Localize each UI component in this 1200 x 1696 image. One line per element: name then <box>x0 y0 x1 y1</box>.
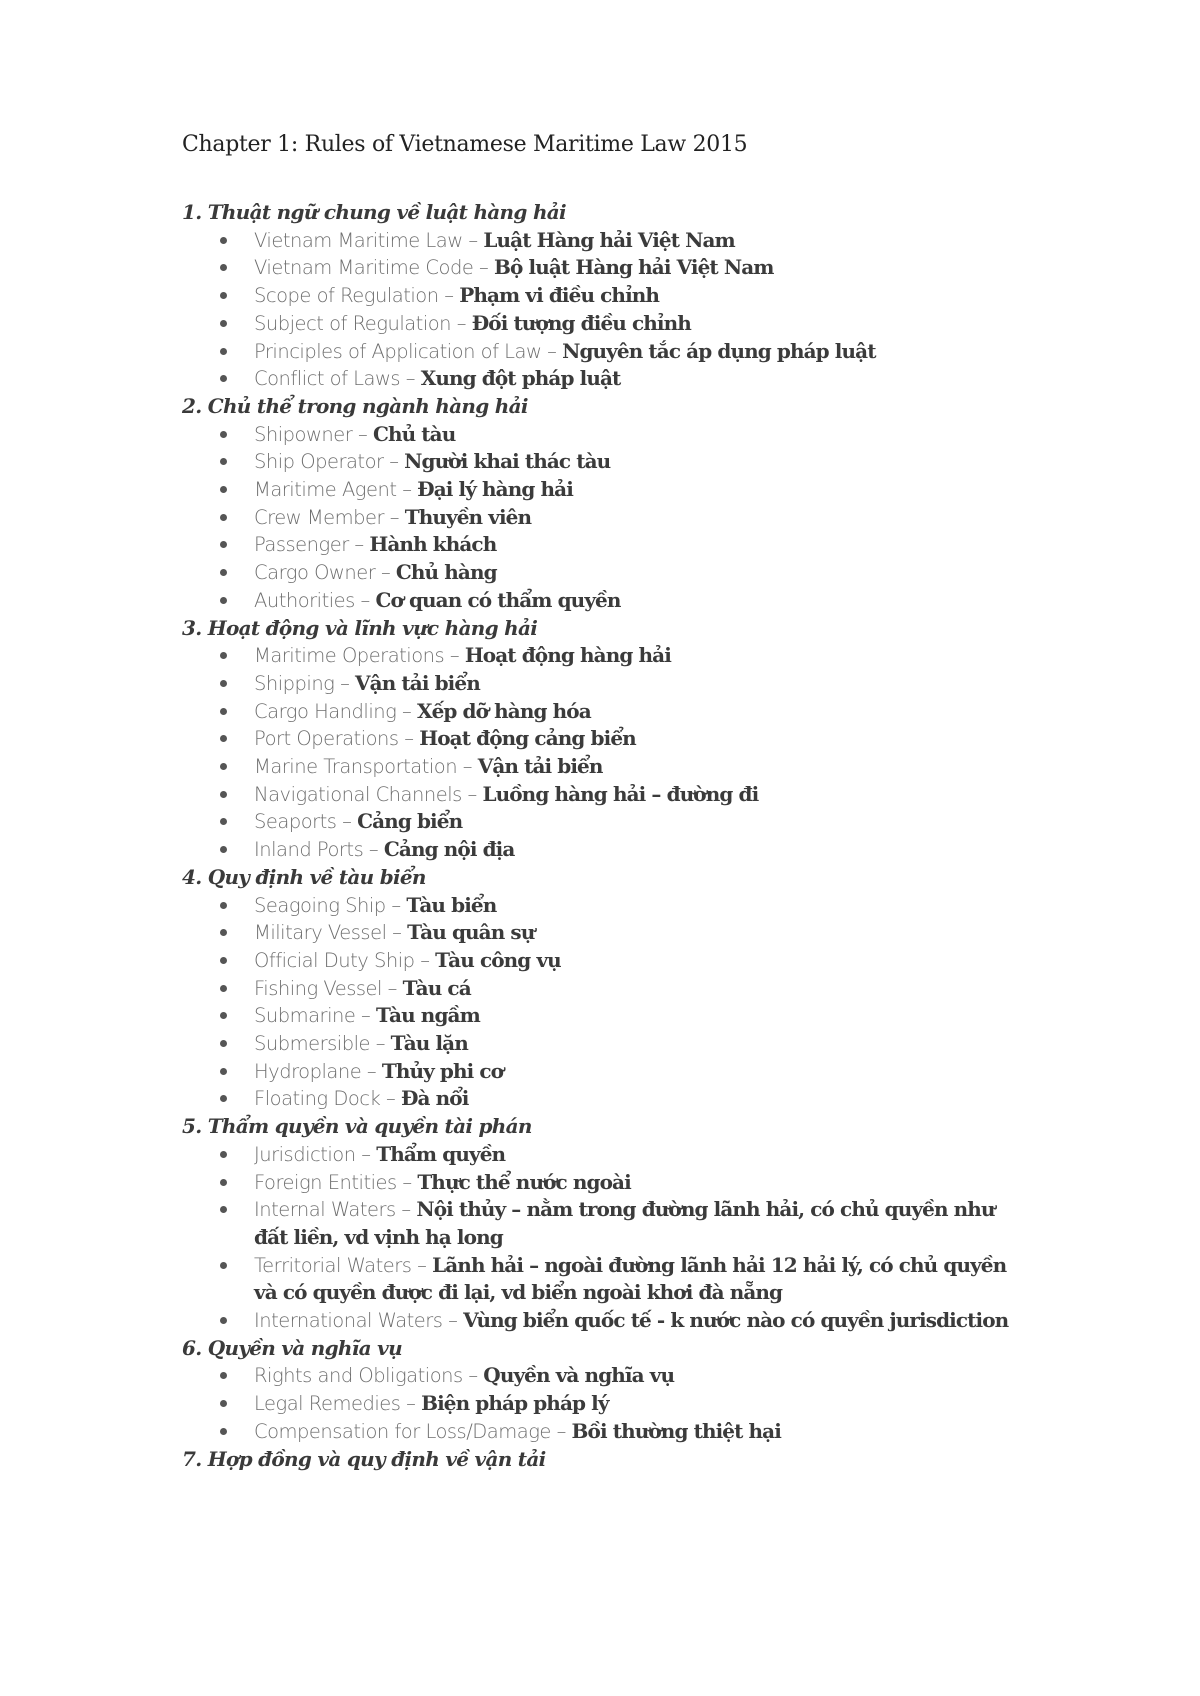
vietnamese-translation: Đối tượng điều chỉnh <box>471 310 691 335</box>
section-3 <box>182 615 1082 864</box>
term-list-item <box>182 1085 1082 1113</box>
vietnamese-translation: Vận tải biển <box>355 670 480 695</box>
english-term: Marine Transportation – <box>254 755 478 779</box>
term-list <box>182 642 1082 864</box>
english-term: Rights and Obligations – <box>254 1364 484 1388</box>
term-list-item <box>182 310 1082 338</box>
vietnamese-translation: Hoạt động hàng hải <box>464 643 671 668</box>
english-term: Shipowner – <box>254 422 373 446</box>
sections-container <box>182 199 1082 1473</box>
bullet-icon <box>220 597 227 604</box>
term-list-item <box>182 753 1082 781</box>
vietnamese-translation: Bồi thường thiệt hại <box>571 1418 781 1443</box>
section-6 <box>182 1335 1082 1446</box>
document-title: Chapter 1: Rules of Vietnamese Maritime Law 2015 <box>182 132 748 157</box>
term-list <box>182 1362 1082 1445</box>
english-term: Submarine – <box>254 1004 376 1028</box>
english-term: Passenger – <box>254 533 370 557</box>
term-list-item <box>182 1169 1082 1197</box>
term-list-item <box>182 448 1082 476</box>
vietnamese-translation: Cảng biển <box>357 809 463 834</box>
english-term: Shipping – <box>254 671 356 695</box>
english-term: Authorities – <box>254 588 376 612</box>
section-2 <box>182 393 1082 615</box>
term-list <box>182 892 1082 1114</box>
term-list-item <box>182 587 1082 615</box>
term-list-item <box>182 781 1082 809</box>
bullet-icon <box>220 1068 227 1075</box>
bullet-icon <box>220 680 227 687</box>
bullet-icon <box>220 1317 227 1324</box>
english-term: Seagoing Ship – <box>254 893 407 917</box>
bullet-icon <box>220 1151 227 1158</box>
english-term: Cargo Handling – <box>254 699 417 723</box>
vietnamese-translation: Người khai thác tàu <box>404 449 611 474</box>
bullet-icon <box>220 348 227 355</box>
english-term: Jurisdiction – <box>254 1142 377 1166</box>
vietnamese-translation: Xung đột pháp luật <box>420 366 621 391</box>
section-5 <box>182 1113 1082 1335</box>
term-list-item <box>182 504 1082 532</box>
vietnamese-translation: Hành khách <box>369 532 497 557</box>
vietnamese-translation: Tàu biển <box>406 892 497 917</box>
vietnamese-translation: Tàu quân sự <box>407 920 535 945</box>
bullet-icon <box>220 818 227 825</box>
vietnamese-translation: Tàu ngầm <box>376 1003 480 1028</box>
vietnamese-translation: Quyền và nghĩa vụ <box>483 1363 675 1388</box>
bullet-icon <box>220 1428 227 1435</box>
bullet-icon <box>220 486 227 493</box>
english-term: Vietnam Maritime Law – <box>254 228 484 252</box>
bullet-icon <box>220 1206 227 1213</box>
english-term: Conflict of Laws – <box>254 367 421 391</box>
english-term: Fishing Vessel – <box>254 976 403 1000</box>
term-list-item <box>182 1252 1034 1307</box>
term-list-item <box>182 1418 1082 1446</box>
bullet-icon <box>220 652 227 659</box>
bullet-icon <box>220 763 227 770</box>
vietnamese-translation: Tàu cá <box>402 975 471 1000</box>
section-heading: 1. Thuật ngữ chung về luật hàng hải <box>182 200 566 224</box>
english-term: Floating Dock – <box>254 1087 401 1111</box>
term-list-item <box>182 975 1082 1003</box>
term-list-item <box>182 947 1082 975</box>
english-term: Foreign Entities – <box>254 1170 418 1194</box>
section-heading: 4. Quy định về tàu biển <box>182 864 426 889</box>
vietnamese-translation: Bộ luật Hàng hải Việt Nam <box>494 255 774 280</box>
vietnamese-translation: Luật Hàng hải Việt Nam <box>483 227 735 252</box>
english-term: Maritime Agent – <box>254 478 418 501</box>
term-list-item <box>182 670 1082 698</box>
english-term: Vietnam Maritime Code – <box>254 256 495 280</box>
bullet-icon <box>220 1179 227 1186</box>
bullet-icon <box>220 320 227 327</box>
term-list-item <box>182 919 1082 947</box>
term-list-item <box>182 559 1082 587</box>
section-heading: 7. Hợp đồng và quy định về vận tải <box>182 1446 546 1471</box>
bullet-icon <box>220 458 227 465</box>
term-list-item <box>182 1030 1082 1058</box>
vietnamese-translation: Vùng biển quốc tế - k nước nào có quyền jurisdiction <box>463 1308 1009 1333</box>
bullet-icon <box>220 985 227 992</box>
english-term: Cargo Owner – <box>254 561 396 585</box>
vietnamese-translation: Chủ tàu <box>372 421 456 446</box>
english-term: Navigational Channels – <box>254 782 483 806</box>
vietnamese-translation: Luồng hàng hải – đường đi <box>482 781 759 806</box>
vietnamese-translation: Thủy phi cơ <box>381 1058 504 1083</box>
english-term: International Waters – <box>254 1309 464 1333</box>
english-term: Internal Waters – <box>254 1198 417 1222</box>
english-term: Crew Member – <box>254 505 405 529</box>
document-page <box>182 132 1082 1473</box>
term-list-item <box>182 1196 1034 1251</box>
vietnamese-translation: Tàu lặn <box>390 1031 468 1056</box>
term-list-item <box>182 1362 1082 1390</box>
bullet-icon <box>220 1262 227 1269</box>
section-1 <box>182 199 1082 393</box>
vietnamese-translation: Đà nổi <box>400 1086 469 1111</box>
vietnamese-translation: Phạm vi điều chỉnh <box>459 283 660 308</box>
section-7 <box>182 1446 1082 1474</box>
term-list-item <box>182 227 1082 255</box>
section-heading: 2. Chủ thể trong ngành hàng hải <box>182 393 528 418</box>
english-term: Subject of Regulation – <box>254 311 472 335</box>
term-list-item <box>182 1002 1082 1030</box>
term-list-item <box>182 808 1082 836</box>
term-list <box>182 1141 1082 1335</box>
english-term: Maritime Operations – <box>254 644 465 668</box>
vietnamese-translation: Chủ hàng <box>395 560 497 585</box>
term-list-item <box>182 421 1082 449</box>
term-list-item <box>182 282 1082 310</box>
english-term: Submersible – <box>254 1032 391 1056</box>
bullet-icon <box>220 292 227 299</box>
vietnamese-translation: Hoạt động cảng biển <box>419 726 636 751</box>
bullet-icon <box>220 237 227 244</box>
vietnamese-translation: Thẩm quyền <box>376 1141 506 1166</box>
english-term: Compensation for Loss/Damage – <box>254 1419 572 1443</box>
bullet-icon <box>220 514 227 521</box>
vietnamese-translation: Đại lý hàng hải <box>417 477 573 501</box>
english-term: Port Operations – <box>254 727 420 751</box>
vietnamese-translation: Xếp dỡ hàng hóa <box>416 698 591 723</box>
bullet-icon <box>220 431 227 438</box>
bullet-icon <box>220 375 227 382</box>
bullet-icon <box>220 569 227 576</box>
term-list-item <box>182 1141 1082 1169</box>
vietnamese-translation: Cơ quan có thẩm quyền <box>375 587 621 612</box>
term-list-item <box>182 698 1082 726</box>
bullet-icon <box>220 902 227 909</box>
vietnamese-translation: Thực thể nước ngoài <box>417 1169 631 1194</box>
bullet-icon <box>220 957 227 964</box>
section-heading: 6. Quyền và nghĩa vụ <box>182 1335 402 1360</box>
bullet-icon <box>220 1012 227 1019</box>
vietnamese-translation: Nội thủy – nằm trong đường lãnh hải, có chủ quyền như đất liền, vd vịnh hạ long <box>254 1197 995 1249</box>
term-list <box>182 227 1082 393</box>
english-term: Hydroplane – <box>254 1059 382 1083</box>
english-term: Seaports – <box>254 810 358 834</box>
bullet-icon <box>220 541 227 548</box>
bullet-icon <box>220 846 227 853</box>
term-list-item <box>182 254 1082 282</box>
english-term: Legal Remedies – <box>254 1392 422 1416</box>
term-list-item <box>182 642 1082 670</box>
term-list-item <box>182 531 1082 559</box>
term-list-item <box>182 892 1082 920</box>
term-list-item <box>182 1307 1034 1335</box>
bullet-icon <box>220 791 227 798</box>
vietnamese-translation: Lãnh hải – ngoài đường lãnh hải 12 hải lý, có chủ quyền và có quyền được đi lại, vd biển ngoài khơi đà nẵng <box>254 1252 1007 1305</box>
term-list <box>182 421 1082 615</box>
vietnamese-translation: Nguyên tắc áp dụng pháp luật <box>562 338 876 363</box>
term-list-item <box>182 365 1082 393</box>
bullet-icon <box>220 735 227 742</box>
bullet-icon <box>220 1040 227 1047</box>
english-term: Scope of Regulation – <box>254 284 460 308</box>
term-list-item <box>182 836 1082 864</box>
bullet-icon <box>220 1400 227 1407</box>
term-list-item <box>182 1390 1082 1418</box>
bullet-icon <box>220 708 227 715</box>
english-term: Principles of Application of Law – <box>254 339 563 363</box>
term-list-item <box>182 338 1082 366</box>
section-4 <box>182 864 1082 1113</box>
vietnamese-translation: Vận tải biển <box>477 754 603 779</box>
english-term: Inland Ports – <box>254 838 384 862</box>
vietnamese-translation: Biện pháp pháp lý <box>421 1391 609 1416</box>
bullet-icon <box>220 264 227 271</box>
english-term: Military Vessel – <box>254 921 408 945</box>
vietnamese-translation: Thuyền viên <box>404 504 532 529</box>
english-term: Territorial Waters – <box>254 1253 433 1277</box>
term-list-item <box>182 476 1082 504</box>
term-list-item <box>182 1058 1082 1086</box>
term-list-item <box>182 725 1082 753</box>
bullet-icon <box>220 1095 227 1102</box>
english-term: Ship Operator – <box>254 450 405 474</box>
vietnamese-translation: Tàu công vụ <box>435 947 561 972</box>
vietnamese-translation: Cảng nội địa <box>383 837 515 862</box>
bullet-icon <box>220 929 227 936</box>
english-term: Official Duty Ship – <box>254 948 436 972</box>
section-heading: 5. Thẩm quyền và quyền tài phán <box>182 1114 532 1139</box>
bullet-icon <box>220 1372 227 1379</box>
section-heading: 3. Hoạt động và lĩnh vực hàng hải <box>182 615 538 640</box>
